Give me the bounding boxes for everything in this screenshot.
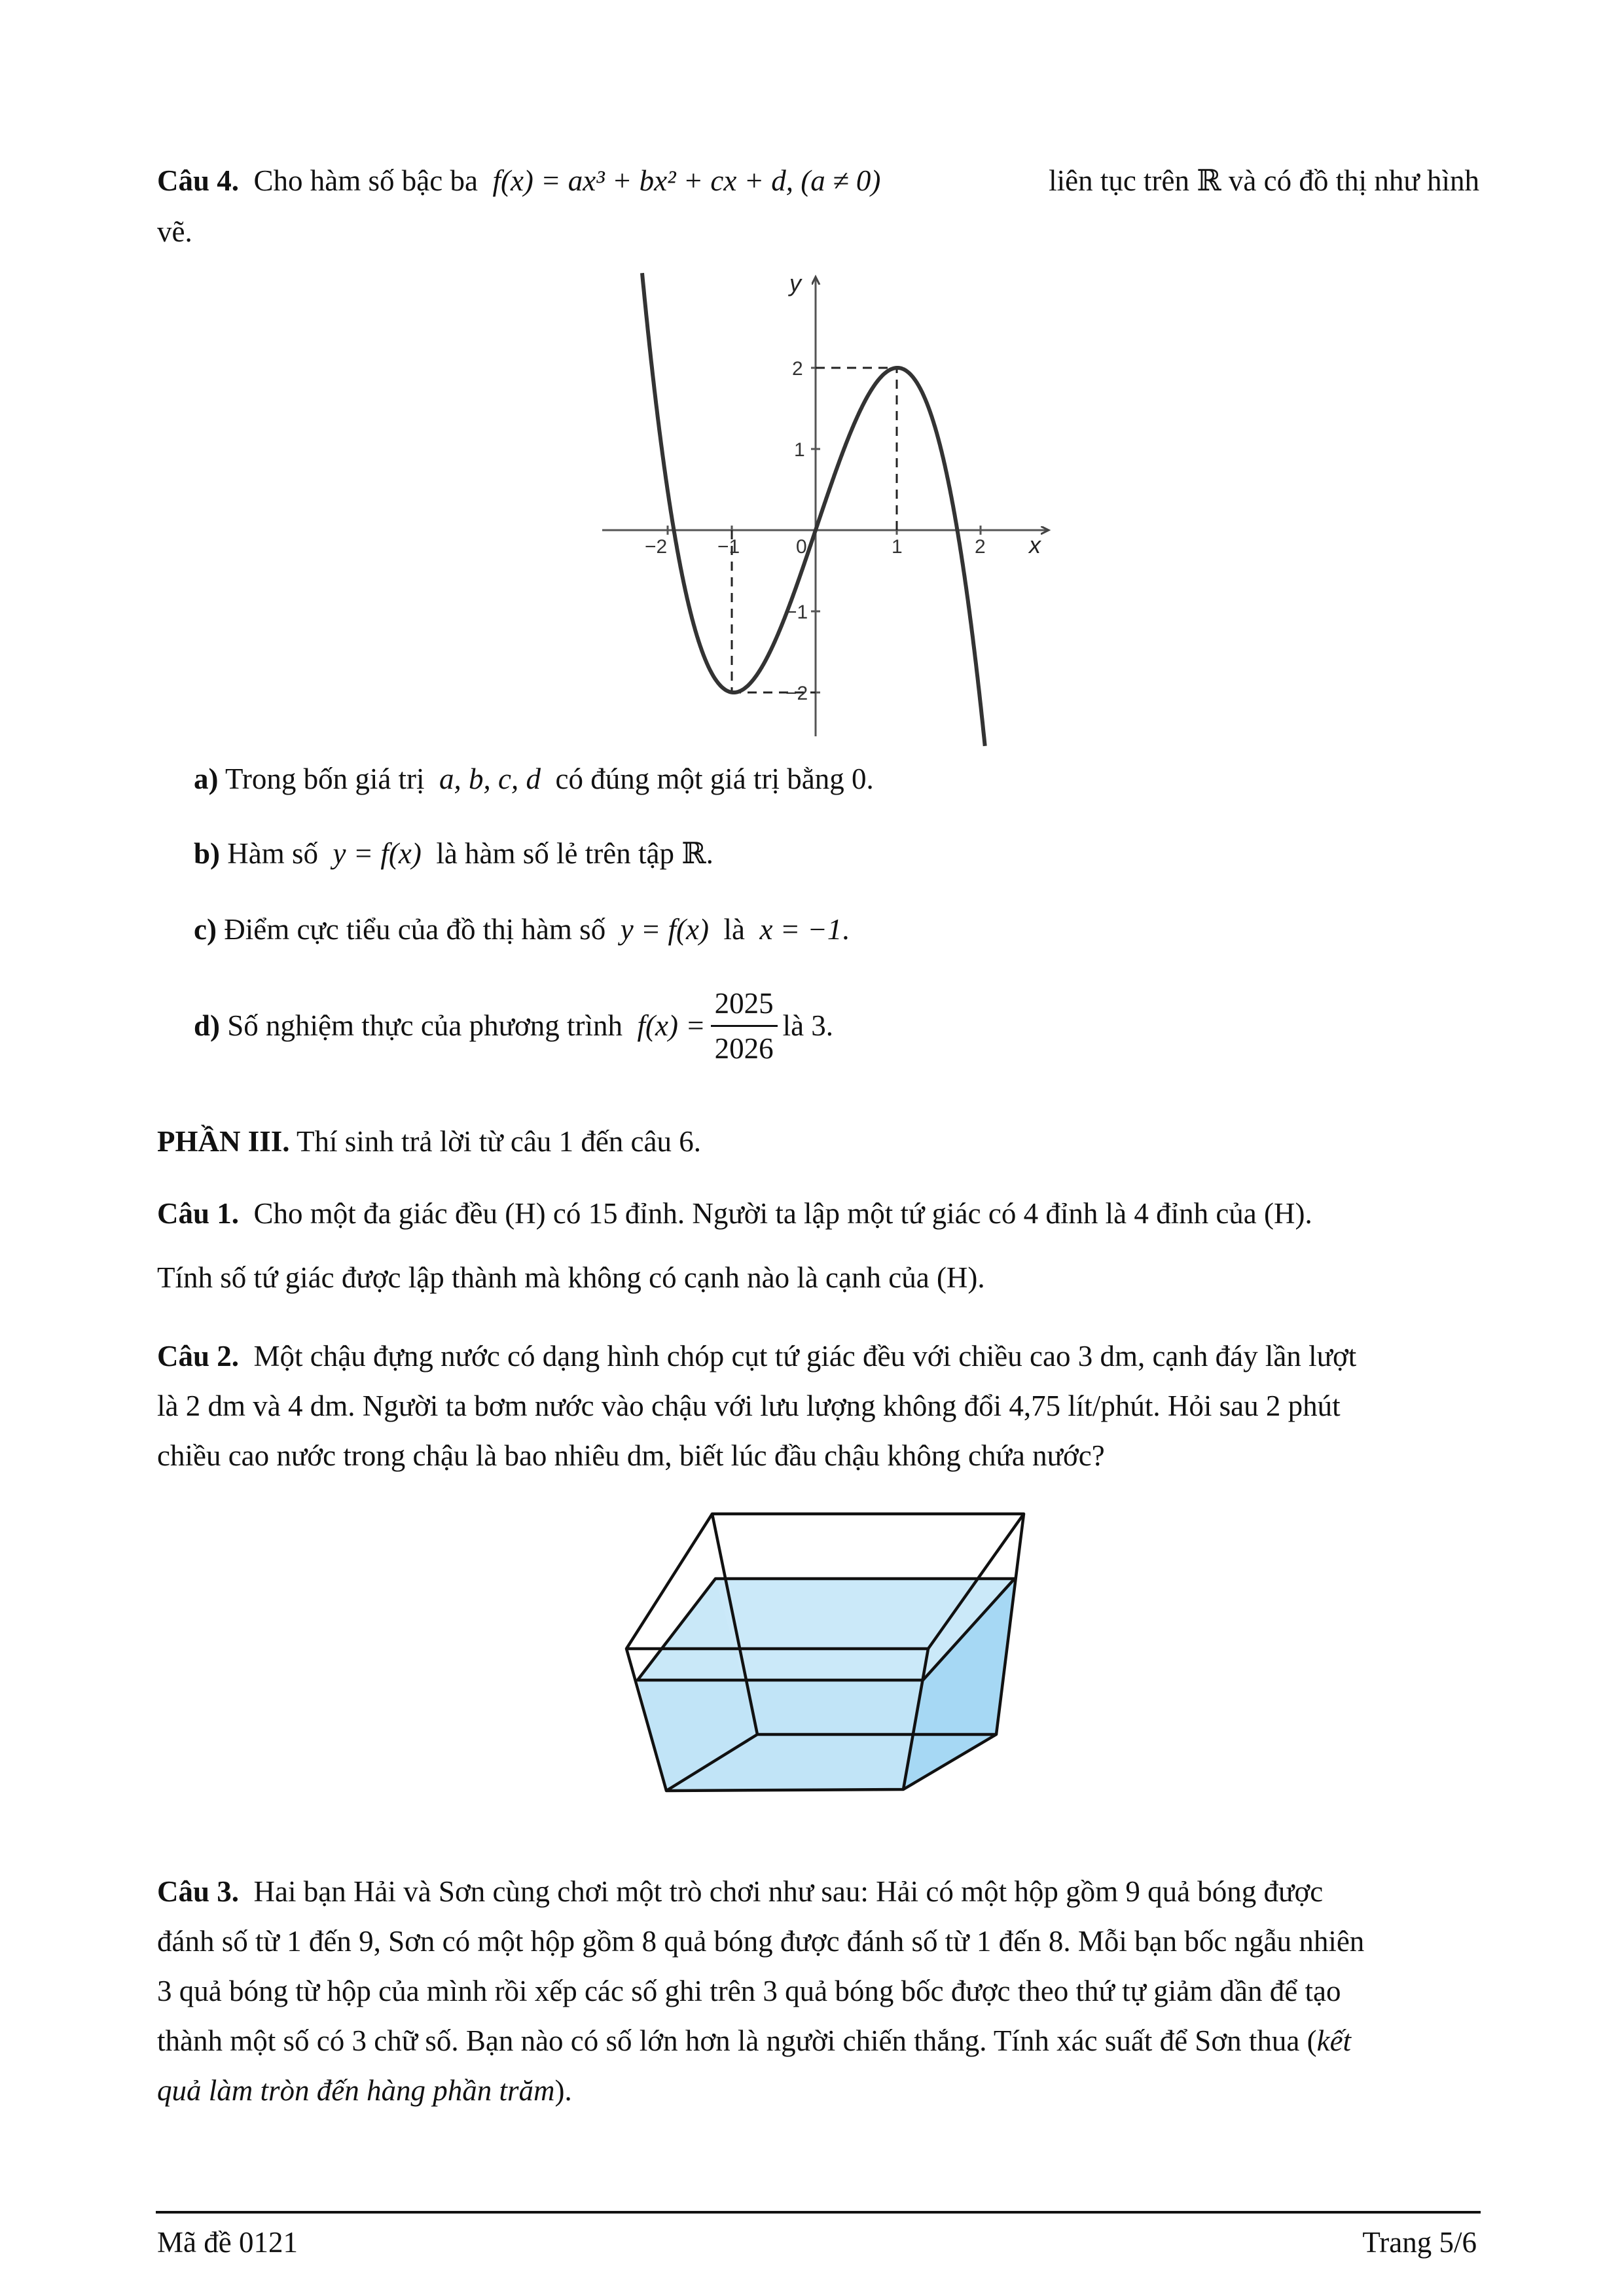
x-tick-label: 1 <box>892 536 903 558</box>
y-tick-label: −1 <box>785 601 808 623</box>
y-tick-label: 1 <box>794 439 805 461</box>
q4-item-d: d) Số nghiệm thực của phương trình f(x) = $\frac{2025}{2026}$ là 3. <box>194 977 833 1075</box>
q4-item-c: c) Điểm cực tiểu của đồ thị hàm số y = f(x) là x = −1. <box>194 913 850 946</box>
q3-line5: quả làm tròn đến hàng phần trăm). <box>157 2074 572 2107</box>
q2-line3: chiều cao nước trong chậu là bao nhiêu dm, biết lúc đầu chậu không chứa nước? <box>157 1439 1105 1472</box>
q3-line4: thành một số có 3 chữ số. Bạn nào có số lớn hơn là người chiến thắng. Tính xác suất để Sơn thua (kết <box>157 2024 1352 2057</box>
footer-exam-code: Mã đề 0121 <box>157 2226 298 2259</box>
q4-item-b: b) Hàm số y = f(x) là hàm số lẻ trên tập ℝ. <box>194 837 713 870</box>
x-axis-label: x <box>1029 531 1041 558</box>
x-tick-label: −1 <box>717 536 740 558</box>
frustum-basin-figure <box>609 1505 1028 1846</box>
q2-line1: Câu 2. Một chậu đựng nước có dạng hình chóp cụt tứ giác đều với chiều cao 3 dm, cạnh đáy lần lượt <box>157 1340 1357 1372</box>
cubic-curve <box>642 273 985 746</box>
footer-page-number: Trang 5/6 <box>1362 2226 1477 2259</box>
q1-line2: Tính số tứ giác được lập thành mà không có cạnh nào là cạnh của (H). <box>157 1261 985 1294</box>
q4-formula: f(x) = ax³ + bx² + cx + d, (a ≠ 0) <box>492 164 881 197</box>
fraction: $\frac{2025}{2026}$ <box>711 982 778 1070</box>
q4-intro: Cho hàm số bậc ba <box>253 164 478 197</box>
part3-heading: PHẦN III. Thí sinh trả lời từ câu 1 đến câu 6. <box>157 1125 701 1158</box>
q1-line1: Câu 1. Cho một đa giác đều (H) có 15 đỉnh. Người ta lập một tứ giác có 4 đỉnh là 4 đỉnh của (H). <box>157 1197 1312 1230</box>
q2-line2: là 2 dm và 4 dm. Người ta bơm nước vào chậu với lưu lượng không đổi 4,75 lít/phút. Hỏi sau 2 phút <box>157 1390 1341 1422</box>
cubic-graph <box>589 265 1060 749</box>
y-tick-label: −2 <box>785 683 808 704</box>
q4-label: Câu 4. <box>157 164 240 197</box>
y-tick-label: 2 <box>792 358 803 380</box>
q3-line3: 3 quả bóng từ hộp của mình rồi xếp các số ghi trên 3 quả bóng bốc được theo thứ tự giảm dần để tạo <box>157 1975 1341 2007</box>
q3-line1: Câu 3. Hai bạn Hải và Sơn cùng chơi một trò chơi như sau: Hải có một hộp gồm 9 quả bóng được <box>157 1875 1324 1908</box>
y-axis-label: y <box>789 270 801 296</box>
q4-line2: vẽ. <box>157 215 192 248</box>
q4-intro-tail: liên tục trên ℝ và có đồ thị như hình <box>1049 164 1479 197</box>
footer-rule <box>156 2211 1481 2214</box>
q4-line1 <box>157 157 1479 204</box>
x-tick-label: 2 <box>975 536 986 558</box>
q3-line2: đánh số từ 1 đến 9, Sơn có một hộp gồm 8 quả bóng được đánh số từ 1 đến 8. Mỗi bạn bốc ngẫu nhiên <box>157 1925 1365 1958</box>
x-tick-label: 0 <box>796 536 807 558</box>
x-tick-label: −2 <box>645 536 668 558</box>
q4-item-a: a) Trong bốn giá trị a, b, c, d có đúng một giá trị bằng 0. <box>194 762 874 795</box>
